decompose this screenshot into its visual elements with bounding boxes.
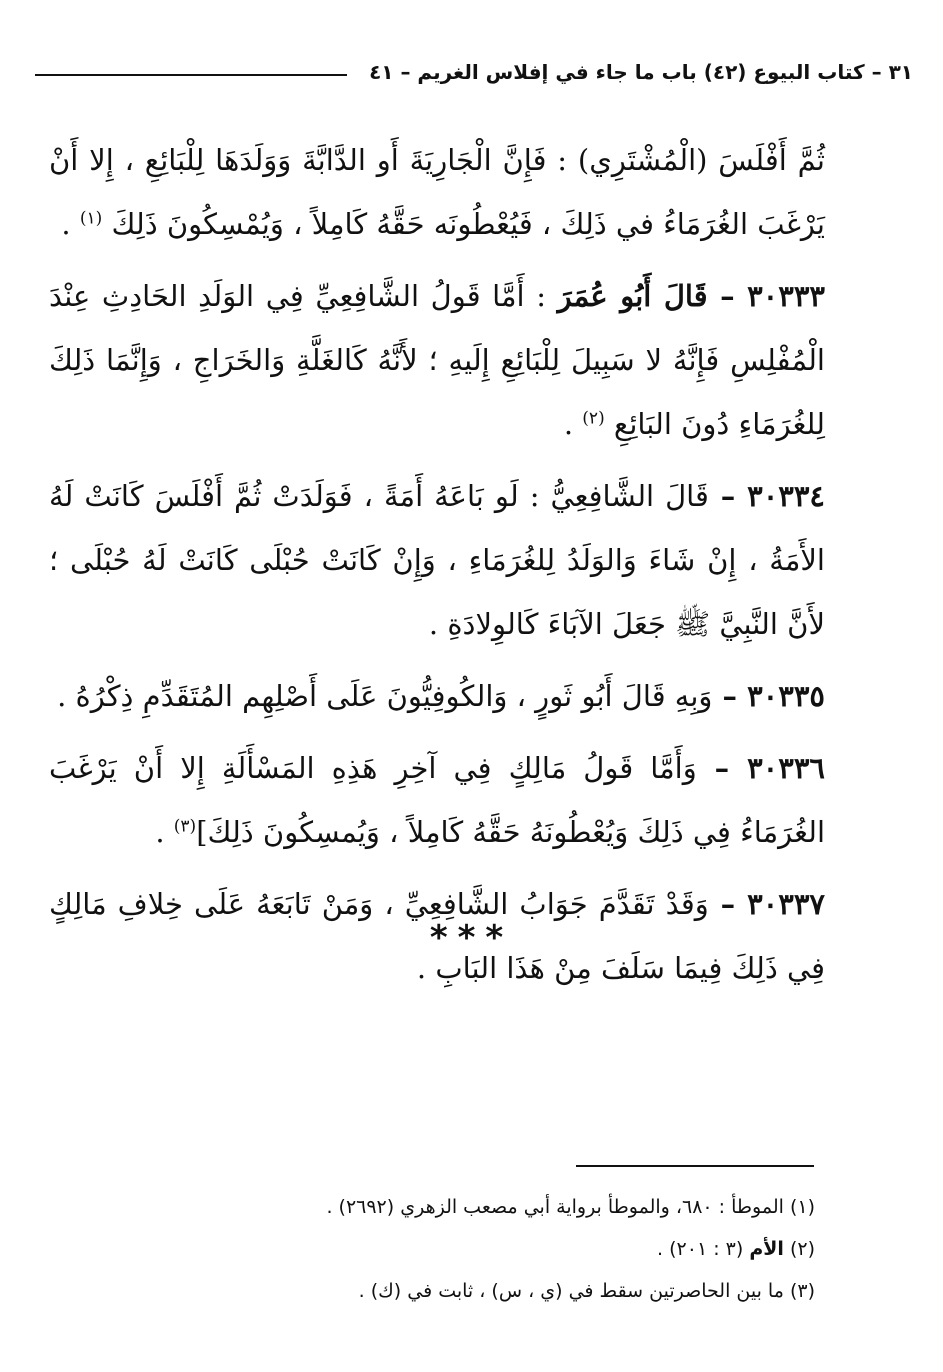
- paragraph-text: وَأَمَّا قَولُ مَالِكٍ فِي آخِرِ هَذِهِ المَسْأَلَةِ إِلا أَنْ يَرْغَبَ الغُرَمَاءُ فِي ذَلِكَ وَيُعْطُونَهُ حَقَّهُ كَامِلاً ، وَيُمسِكُونَ ذَلِكَ]: [49, 751, 825, 849]
- main-text: [49, 128, 825, 1008]
- paragraph-30336: [49, 736, 825, 864]
- paragraph-end: .: [155, 815, 174, 849]
- paragraph-end: .: [61, 207, 80, 241]
- paragraph-text: قَالَ الشَّافِعِيُّ : لَو بَاعَهُ أَمَةً ، فَوَلَدَتْ ثُمَّ أَفْلَسَ كَانَتْ لَهُ الأَمَةُ ، إِنْ شَاءَ وَالوَلَدُ لِلغُرَمَاءِ ، وَإِنْ كَانَتْ حُبْلَى كَانَتْ لَهُ حُبْلَى ؛ لأَنَّ النَّبِيَّ ﷺ جَعَلَ الآبَاءَ كَالوِلادَةِ: [49, 479, 825, 641]
- paragraph-end: .: [428, 607, 448, 641]
- paragraph-number: ٣٠٣٣٤ –: [708, 479, 826, 513]
- paragraph-end: .: [416, 951, 436, 985]
- footnote-label: (١): [783, 1196, 815, 1218]
- paragraph-text: وَقَدْ تَقَدَّمَ جَوَابُ الشَّافِعِيِّ ، وَمَنْ تَابَعَهُ عَلَى خِلافِ مَالِكٍ فِي ذَلِكَ فِيمَا سَلَفَ مِنْ هَذَا البَابِ: [49, 887, 825, 985]
- footnote-3: [75, 1270, 815, 1312]
- footnote-2: [75, 1228, 815, 1270]
- paragraph-text: : أَمَّا قَولُ الشَّافِعِيِّ فِي الوَلَدِ الحَادِثِ عِنْدَ الْمُفْلِسِ فَإِنَّهُ لا سَبِيلَ لِلْبَائِعِ إِلَيهِ ؛ لأَنَّهُ كَالغَلَّةِ وَالخَرَاجِ ، وَإِنَّمَا ذَلِكَ لِلغُرَمَاءِ دُونَ البَائِعِ: [49, 279, 825, 441]
- footnote-1: [75, 1186, 815, 1228]
- paragraph-number: ٣٠٣٣٧ –: [708, 887, 825, 921]
- paragraph-30333: [49, 264, 825, 456]
- paragraph-30335: [49, 664, 825, 728]
- footnote-ref: (٢): [582, 408, 605, 429]
- paragraph-number: ٣٠٣٣٣ –: [707, 279, 825, 313]
- footnote-label: (٣): [783, 1280, 815, 1302]
- paragraph-text: وَبِهِ قَالَ أَبُو ثَورٍ ، وَالكُوفِيُّونَ عَلَى أَصْلِهِم المُتَقَدِّمِ ذِكْرُهُ: [75, 679, 713, 713]
- paragraph-30334: [49, 464, 825, 656]
- footnote-label: (٢): [783, 1238, 815, 1260]
- footnote-text: (٣ : ٢٠١) .: [657, 1238, 750, 1260]
- footnote-ref: (٣): [173, 816, 197, 837]
- paragraph-text: ثُمَّ أَفْلَسَ (الْمُشْتَرِي) : فَإِنَّ الْجَارِيَةَ أَو الدَّابَّةَ وَوَلَدَهَا لِلْبَائِعِ ، إِلا أَنْ يَرْغَبَ الغُرَمَاءُ في ذَلِكَ ، فَيُعْطُونَه حَقَّهُ كَامِلاً ، وَيُمْسِكُونَ ذَلِكَ: [49, 143, 825, 241]
- footnote-rule: [576, 1165, 814, 1167]
- footnote-bold: الأم: [749, 1238, 784, 1260]
- footnote-text: ما بين الحاصرتين سقط في (ي ، س) ، ثابت في (ك) .: [358, 1280, 784, 1302]
- header-title: ٣١ – كتاب البيوع (٤٢) باب ما جاء في إفلاس الغريم – ٤١: [369, 60, 913, 84]
- running-header: [35, 56, 913, 88]
- footnotes: [75, 1186, 815, 1312]
- paragraph-end: .: [57, 679, 76, 713]
- paragraph-1: [49, 128, 825, 256]
- paragraph-speaker: قَالَ أَبُو عُمَرَ: [557, 279, 708, 313]
- header-rule: [35, 74, 347, 76]
- paragraph-number: ٣٠٣٣٦ –: [696, 751, 825, 785]
- paragraph-end: .: [563, 407, 583, 441]
- paragraph-number: ٣٠٣٣٥ –: [712, 679, 825, 713]
- footnote-text: الموطأ : ٦٨٠، والموطأ برواية أبي مصعب الزهري (٢٦٩٢) .: [326, 1196, 784, 1218]
- section-separator: ***: [429, 918, 514, 958]
- footnote-ref: (١): [79, 208, 103, 229]
